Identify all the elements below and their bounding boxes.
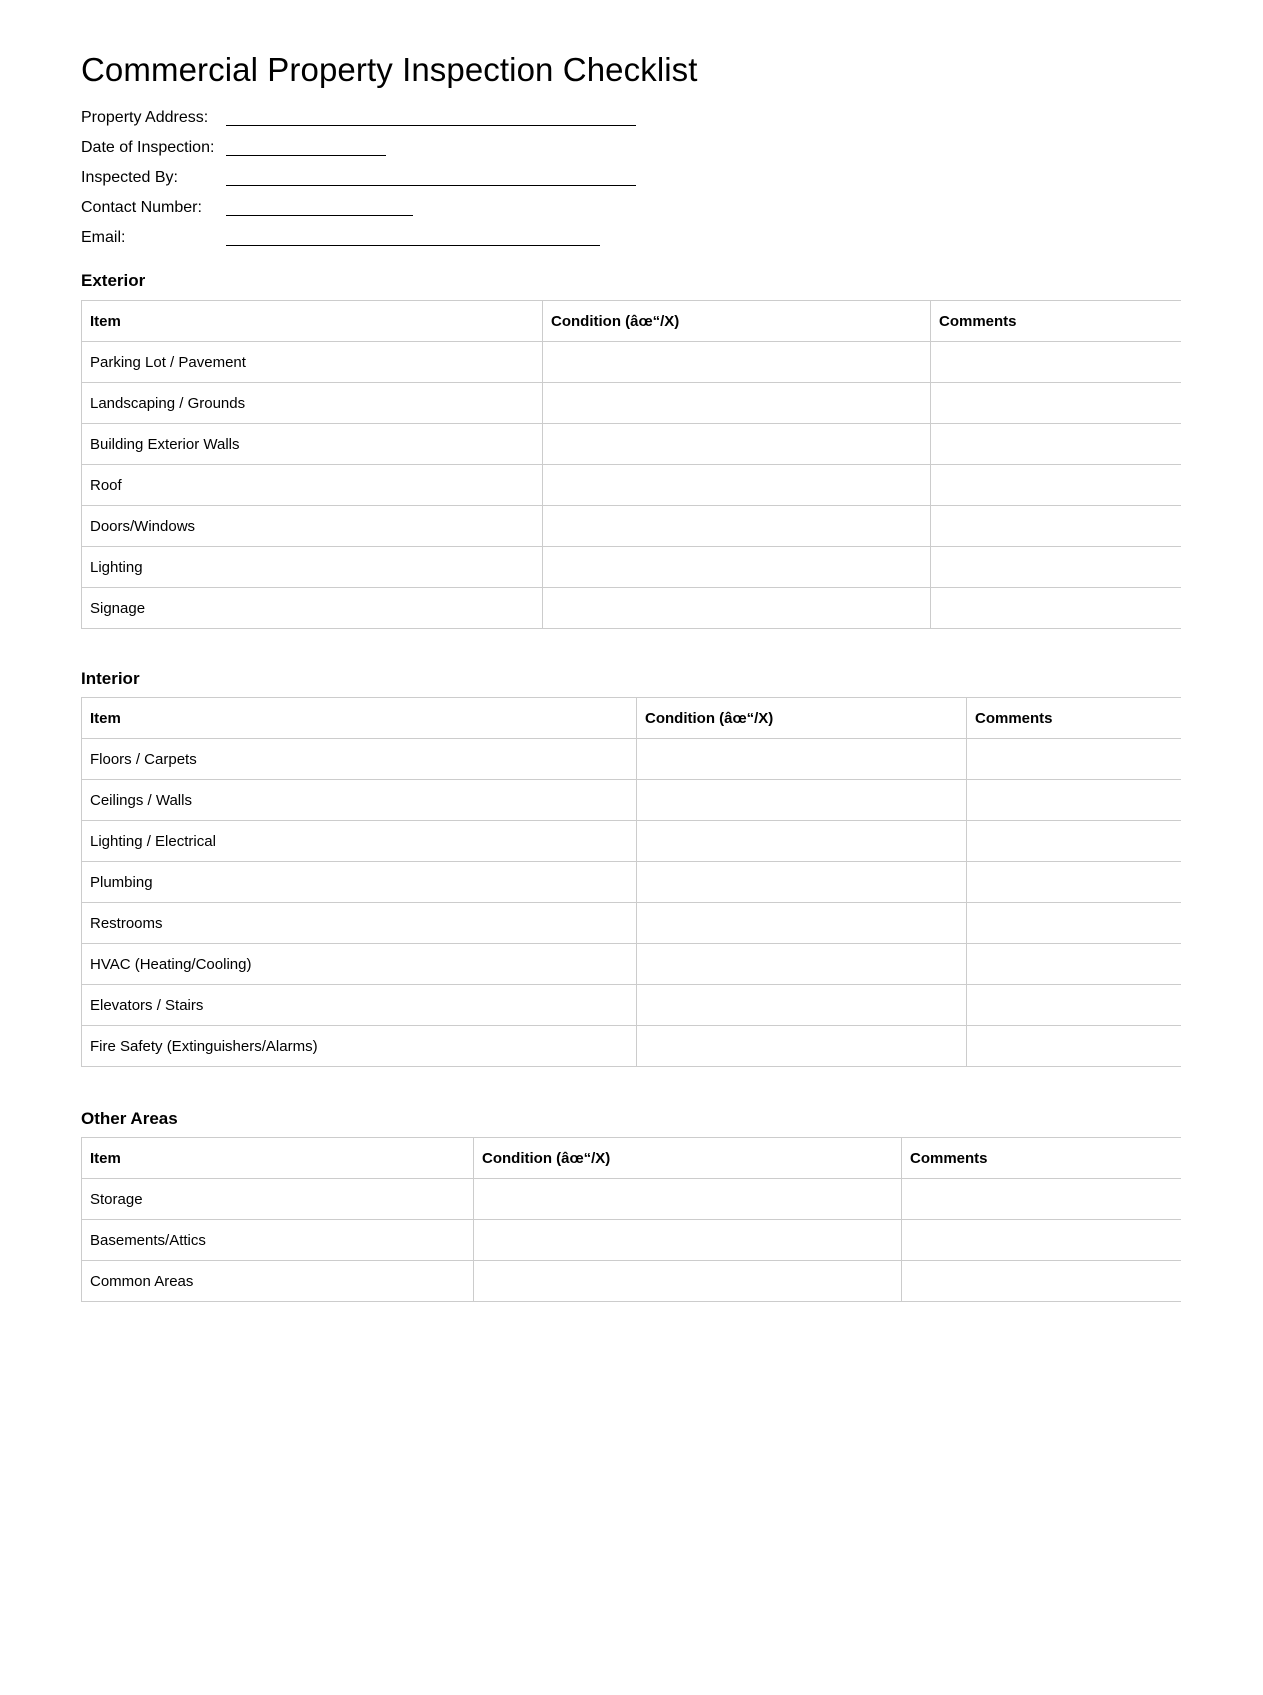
table-row [82,821,1182,862]
item-cell: Storage [82,1179,474,1220]
exterior-table [81,300,1181,629]
comments-cell[interactable] [967,985,1182,1026]
contact-number-input[interactable] [226,215,413,216]
item-cell: Doors/Windows [82,506,543,547]
comments-cell[interactable] [931,588,1182,629]
comments-cell[interactable] [902,1261,1182,1302]
column-header-item: Item [82,698,637,739]
property-address-input[interactable] [226,125,636,126]
item-cell: Signage [82,588,543,629]
condition-cell[interactable] [637,985,967,1026]
comments-cell[interactable] [902,1220,1182,1261]
comments-cell[interactable] [931,342,1182,383]
condition-cell[interactable] [637,1026,967,1067]
item-cell: Landscaping / Grounds [82,383,543,424]
page-title: Commercial Property Inspection Checklist [81,51,698,88]
table-row [82,547,1182,588]
comments-cell[interactable] [931,424,1182,465]
table-row [82,985,1182,1026]
condition-cell[interactable] [543,424,931,465]
table-row [82,780,1182,821]
condition-cell[interactable] [474,1261,902,1302]
table-row [82,1261,1182,1302]
item-cell: Parking Lot / Pavement [82,342,543,383]
column-header-condition: Condition (âœ“/X) [474,1138,902,1179]
field-label: Date of Inspection: [81,139,215,156]
table-row [82,903,1182,944]
comments-cell[interactable] [931,465,1182,506]
item-cell: Roof [82,465,543,506]
comments-cell[interactable] [931,506,1182,547]
item-cell: Elevators / Stairs [82,985,637,1026]
item-cell: Basements/Attics [82,1220,474,1261]
field-label: Inspected By: [81,169,178,186]
comments-cell[interactable] [967,1026,1182,1067]
comments-cell[interactable] [967,903,1182,944]
condition-cell[interactable] [637,862,967,903]
item-cell: Ceilings / Walls [82,780,637,821]
condition-cell[interactable] [637,944,967,985]
item-cell: Floors / Carpets [82,739,637,780]
other-areas-table [81,1137,1181,1302]
item-cell: HVAC (Heating/Cooling) [82,944,637,985]
item-cell: Restrooms [82,903,637,944]
table-row [82,383,1182,424]
table-row [82,342,1182,383]
comments-cell[interactable] [967,739,1182,780]
column-header-item: Item [82,301,543,342]
field-label: Property Address: [81,109,209,126]
comments-cell[interactable] [902,1179,1182,1220]
condition-cell[interactable] [543,547,931,588]
table-header-row [82,301,1182,342]
comments-cell[interactable] [967,780,1182,821]
condition-cell[interactable] [474,1220,902,1261]
condition-cell[interactable] [543,383,931,424]
column-header-condition: Condition (âœ“/X) [637,698,967,739]
column-header-condition: Condition (âœ“/X) [543,301,931,342]
table-row [82,739,1182,780]
condition-cell[interactable] [543,506,931,547]
inspected-by-input[interactable] [226,185,636,186]
section-title-other-areas: Other Areas [81,1109,178,1128]
table-row [82,506,1182,547]
table-row [82,862,1182,903]
checklist-page [81,0,1181,1302]
section-title-exterior: Exterior [81,271,146,290]
item-cell: Lighting / Electrical [82,821,637,862]
date-of-inspection-input[interactable] [226,155,386,156]
condition-cell[interactable] [543,465,931,506]
item-cell: Building Exterior Walls [82,424,543,465]
comments-cell[interactable] [967,821,1182,862]
email-input[interactable] [226,245,600,246]
table-header-row [82,698,1182,739]
column-header-comments: Comments [967,698,1182,739]
item-cell: Fire Safety (Extinguishers/Alarms) [82,1026,637,1067]
column-header-comments: Comments [902,1138,1182,1179]
condition-cell[interactable] [637,780,967,821]
comments-cell[interactable] [931,383,1182,424]
condition-cell[interactable] [637,739,967,780]
table-row [82,588,1182,629]
condition-cell[interactable] [637,821,967,862]
table-header-row [82,1138,1182,1179]
table-row [82,465,1182,506]
field-label: Email: [81,229,126,246]
column-header-item: Item [82,1138,474,1179]
comments-cell[interactable] [967,944,1182,985]
field-label: Contact Number: [81,199,202,216]
table-row [82,944,1182,985]
interior-table [81,697,1181,1067]
table-row [82,1026,1182,1067]
table-row [82,1220,1182,1261]
condition-cell[interactable] [543,342,931,383]
comments-cell[interactable] [967,862,1182,903]
condition-cell[interactable] [637,903,967,944]
comments-cell[interactable] [931,547,1182,588]
condition-cell[interactable] [543,588,931,629]
table-row [82,1179,1182,1220]
condition-cell[interactable] [474,1179,902,1220]
section-title-interior: Interior [81,669,140,688]
item-cell: Common Areas [82,1261,474,1302]
column-header-comments: Comments [931,301,1182,342]
item-cell: Plumbing [82,862,637,903]
table-row [82,424,1182,465]
item-cell: Lighting [82,547,543,588]
